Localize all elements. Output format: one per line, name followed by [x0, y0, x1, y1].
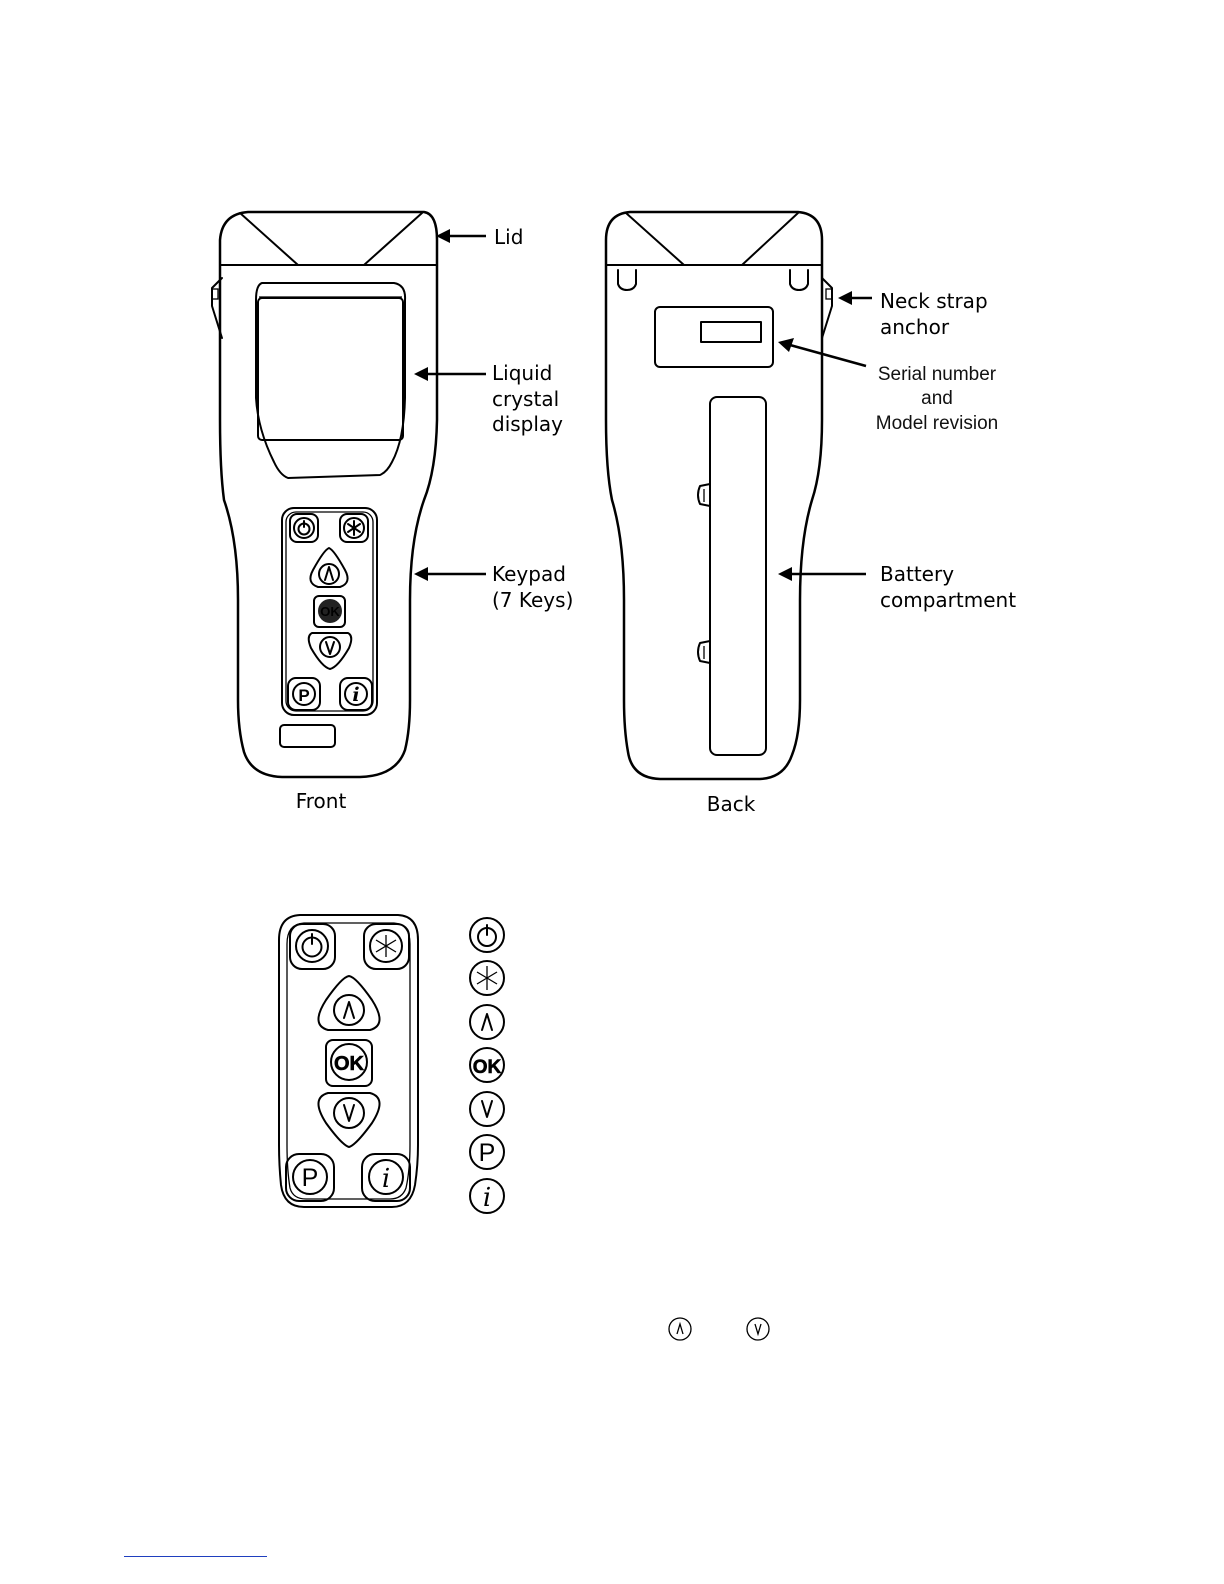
keypad-callout — [414, 562, 573, 612]
key-icon-legend — [470, 918, 504, 1213]
front-i-label: i — [352, 684, 360, 706]
lid-callout — [436, 225, 523, 249]
lcd-label-2: crystal — [492, 387, 560, 411]
detail-i-label: i — [381, 1164, 391, 1194]
p-icon — [470, 1135, 504, 1169]
back-screw-left — [618, 270, 636, 290]
front-caption: Front — [295, 789, 347, 813]
front-device — [212, 212, 437, 777]
legend-p-label: P — [478, 1139, 496, 1167]
ok-icon — [470, 1048, 504, 1082]
detail-ok-key — [326, 1040, 372, 1086]
legend-ok-label: OK — [472, 1057, 502, 1078]
neck-strap-label-2: anchor — [880, 315, 950, 339]
serial-plate — [655, 307, 773, 367]
backlight-icon — [470, 961, 504, 995]
serial-window — [701, 322, 761, 342]
lcd-label-3: display — [492, 412, 564, 436]
back-screw-right — [790, 270, 808, 290]
battery-callout — [778, 562, 1016, 612]
footer-link-underline[interactable] — [124, 1556, 267, 1557]
info-icon — [470, 1179, 504, 1213]
lcd-screen — [258, 298, 403, 440]
inline-down-arrow-icon — [747, 1318, 769, 1340]
front-i-key — [340, 678, 372, 710]
neck-strap-callout — [838, 289, 988, 339]
front-ok-label: OK — [320, 604, 340, 619]
detail-power-key — [290, 924, 335, 969]
keypad-label-2: (7 Keys) — [492, 588, 574, 612]
front-ok-key — [314, 596, 345, 627]
front-down-key — [309, 633, 352, 669]
detail-down-key — [318, 1093, 379, 1147]
keypad-detail — [279, 915, 418, 1207]
keypad-label-1: Keypad — [492, 562, 566, 586]
serial-label-3: Model revision — [875, 413, 999, 434]
down-arrow-icon — [470, 1092, 504, 1126]
power-icon — [470, 918, 504, 952]
detail-p-label: P — [301, 1164, 319, 1192]
front-p-key — [288, 678, 320, 710]
lcd-label-1: Liquid — [492, 361, 553, 385]
inline-up-arrow-icon — [669, 1318, 691, 1340]
battery-label-1: Battery — [880, 562, 955, 586]
front-bottom-slot — [280, 725, 335, 747]
detail-up-key — [318, 976, 379, 1030]
back-device — [606, 212, 832, 779]
serial-label-2: and — [921, 388, 953, 409]
detail-ok-label: OK — [334, 1053, 364, 1075]
detail-backlight-key — [364, 924, 409, 969]
serial-label-1: Serial number — [877, 364, 997, 385]
up-arrow-icon — [470, 1005, 504, 1039]
legend-i-label: i — [482, 1183, 492, 1213]
lid-label: Lid — [494, 225, 524, 249]
front-p-label: P — [298, 686, 310, 705]
battery-label-2: compartment — [880, 588, 1017, 612]
back-caption: Back — [706, 792, 756, 816]
neck-strap-label-1: Neck strap — [880, 289, 988, 313]
front-power-key — [290, 514, 318, 542]
serial-callout — [778, 338, 998, 434]
front-up-key — [310, 548, 347, 587]
front-backlight-key — [340, 514, 368, 542]
battery-door — [710, 397, 766, 755]
